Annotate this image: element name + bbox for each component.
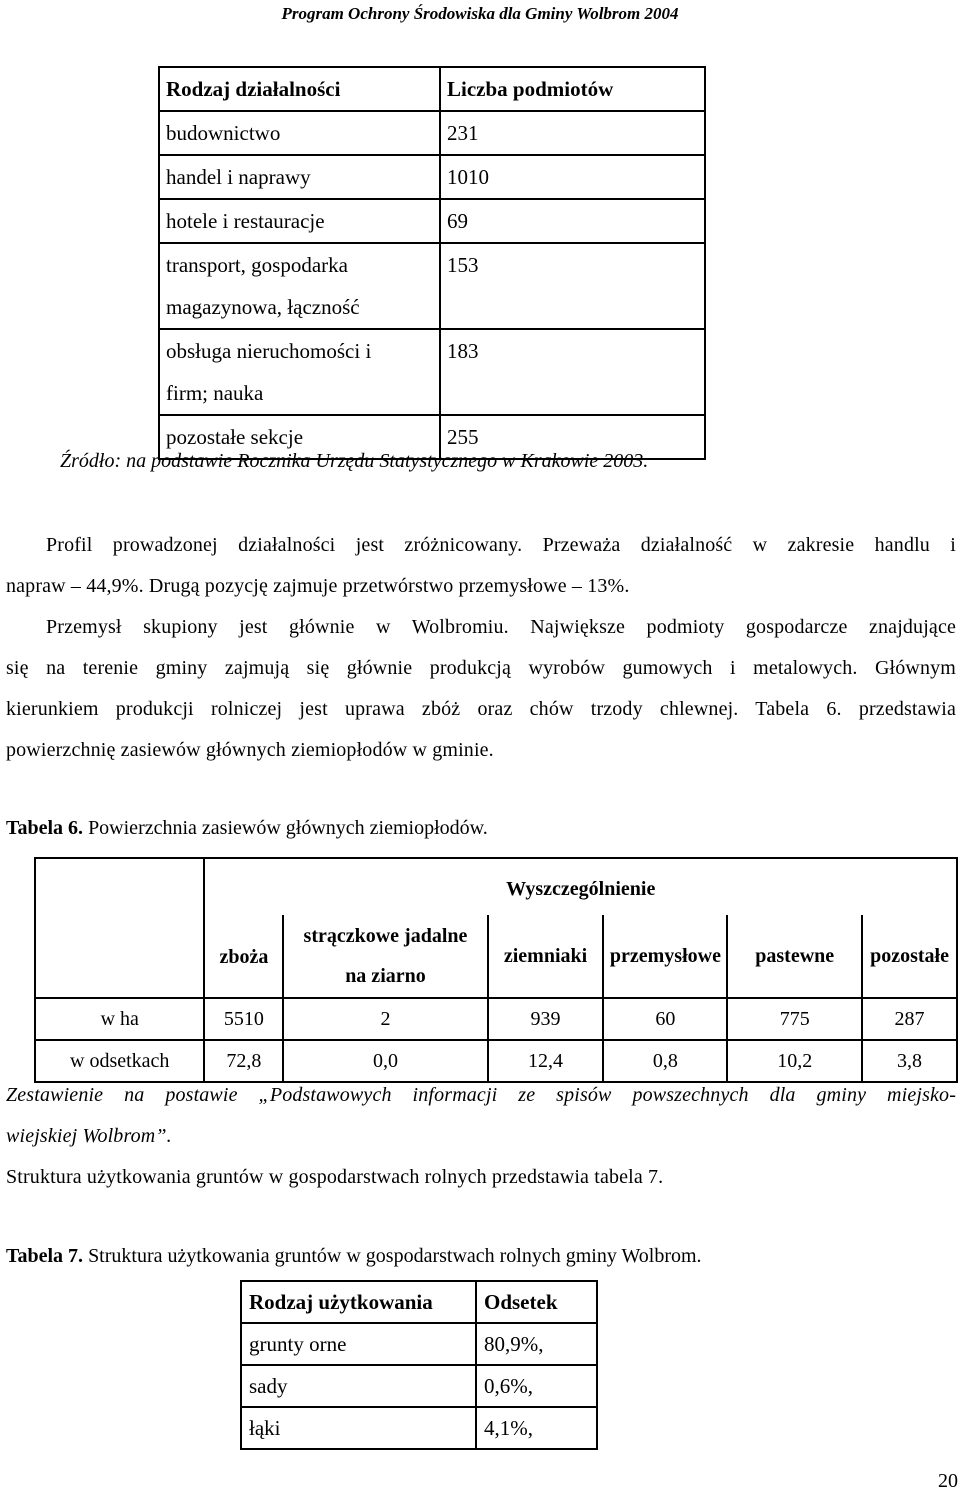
table1-source-note: Źródło: na podstawie Rocznika Urzędu Statystycznego w Krakowie 2003. — [60, 450, 649, 472]
column-header-activity: Rodzaj działalności — [159, 67, 440, 111]
activity-name: handel i naprawy — [159, 155, 440, 199]
column-header-potatoes: ziemniaki — [488, 915, 604, 998]
paragraph-line: powierzchnię zasiewów głównych ziemiopłodów w gminie. — [6, 739, 494, 761]
paragraph-activity-profile — [6, 525, 956, 607]
activity-name-line: firm; nauka — [166, 381, 264, 405]
table7-caption — [6, 1245, 702, 1268]
table-cell: 0,0 — [283, 1040, 487, 1082]
table-row — [159, 111, 705, 155]
table-header-row — [241, 1281, 597, 1323]
column-header-line: na ziarno — [345, 965, 426, 987]
table-cell: 5510 — [204, 998, 283, 1040]
paragraph-line: Przemysł skupiony jest głównie w Wolbromiu. Największe podmioty gospodarcze znajdujące — [46, 616, 956, 638]
activity-name: budownictwo — [159, 111, 440, 155]
table-cell: 287 — [862, 998, 957, 1040]
table-header-row — [159, 67, 705, 111]
table-row — [35, 998, 957, 1040]
row-label: w ha — [35, 998, 204, 1040]
land-use-table — [240, 1280, 598, 1450]
land-use-share: 4,1%, — [476, 1407, 597, 1449]
table6-caption — [6, 817, 488, 840]
table-row — [159, 243, 705, 329]
table-row — [241, 1407, 597, 1449]
table6-caption-text: Powierzchnia zasiewów głównych ziemiopłodów. — [88, 817, 488, 839]
paragraph-line: kierunkiem produkcji rolniczej jest uprawa zbóż oraz chów trzody chlewnej. Tabela 6. przedstawia — [6, 698, 956, 720]
table-cell: 939 — [488, 998, 604, 1040]
activity-count: 153 — [440, 243, 705, 329]
paragraph-industry — [6, 607, 956, 771]
column-header-line: strączkowe jadalne — [303, 925, 468, 947]
paragraph-line: Struktura użytkowania gruntów w gospodarstwach rolnych przedstawia tabela 7. — [6, 1166, 664, 1188]
source-line: Zestawienie na postawie „Podstawowych informacji ze spisów powszechnych dla gminy miejsko- — [6, 1084, 956, 1106]
row-label: w odsetkach — [35, 1040, 204, 1082]
table-cell: 60 — [603, 998, 727, 1040]
paragraph-line: Profil prowadzonej działalności jest zróżnicowany. Przeważa działalność w zakresie handlu i — [46, 534, 956, 556]
source-line: wiejskiej Wolbrom”. — [6, 1125, 172, 1147]
column-header-land-use: Rodzaj użytkowania — [241, 1281, 476, 1323]
column-header-count: Liczba podmiotów — [440, 67, 705, 111]
column-header-cereals: zboża — [204, 915, 283, 998]
table-cell: 775 — [727, 998, 862, 1040]
land-use-name: łąki — [241, 1407, 476, 1449]
paragraph-land-use-intro — [6, 1157, 956, 1198]
land-use-name: sady — [241, 1365, 476, 1407]
table-row — [159, 329, 705, 415]
table-row — [241, 1365, 597, 1407]
paragraph-line: napraw – 44,9%. Drugą pozycję zajmuje przetwórstwo przemysłowe – 13%. — [6, 575, 630, 597]
column-header-share: Odsetek — [476, 1281, 597, 1323]
table7-caption-label: Tabela 7. — [6, 1245, 84, 1267]
activity-count: 231 — [440, 111, 705, 155]
page-header: Program Ochrony Środowiska dla Gminy Wolbrom 2004 — [281, 4, 679, 23]
table-row — [159, 199, 705, 243]
column-header-fodder: pastewne — [727, 915, 862, 998]
table6-source-note — [6, 1075, 956, 1157]
activity-name: pozostałe sekcje — [159, 415, 440, 459]
crop-area-table — [34, 857, 958, 1083]
land-use-share: 80,9%, — [476, 1323, 597, 1365]
column-header-other: pozostałe — [862, 915, 957, 998]
table7-caption-text: Struktura użytkowania gruntów w gospodarstwach rolnych gminy Wolbrom. — [88, 1245, 702, 1267]
activity-count: 255 — [440, 415, 705, 459]
land-use-name: grunty orne — [241, 1323, 476, 1365]
activity-name — [159, 243, 440, 329]
column-header-legumes — [283, 915, 487, 998]
paragraph-line: się na terenie gminy zajmują się głównie produkcją wyrobów gumowych i metalowych. Głównym — [6, 657, 956, 679]
table-cell: 72,8 — [204, 1040, 283, 1082]
land-use-share: 0,6%, — [476, 1365, 597, 1407]
table-cell: 10,2 — [727, 1040, 862, 1082]
table-cell: 2 — [283, 998, 487, 1040]
activity-name-line: obsługa nieruchomości i — [166, 339, 372, 363]
table-row — [159, 155, 705, 199]
activity-name-line: transport, gospodarka — [166, 253, 348, 277]
table-cell: 3,8 — [862, 1040, 957, 1082]
activity-count: 183 — [440, 329, 705, 415]
activity-count: 1010 — [440, 155, 705, 199]
business-activity-table — [158, 66, 706, 460]
page-number: 20 — [938, 1470, 958, 1492]
table-cell: 0,8 — [603, 1040, 727, 1082]
activity-name — [159, 329, 440, 415]
table-cell: 12,4 — [488, 1040, 604, 1082]
group-header: Wyszczególnienie — [204, 858, 957, 915]
empty-corner-cell — [35, 858, 204, 998]
column-header-industrial: przemysłowe — [603, 915, 727, 998]
table-row — [241, 1323, 597, 1365]
table-header-row — [35, 858, 957, 915]
activity-name: hotele i restauracje — [159, 199, 440, 243]
activity-count: 69 — [440, 199, 705, 243]
table6-caption-label: Tabela 6. — [6, 817, 84, 839]
activity-name-line: magazynowa, łączność — [166, 295, 360, 319]
